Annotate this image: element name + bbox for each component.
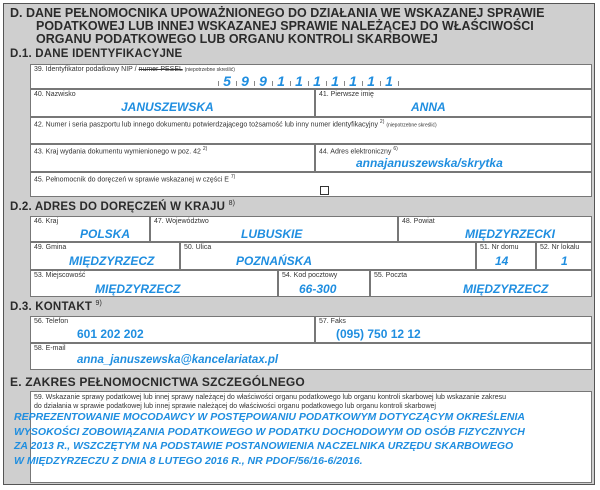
field-52-label: 52. Nr lokalu: [540, 244, 580, 251]
section-d1-title: D.1. DANE IDENTYFIKACYJNE: [10, 48, 183, 60]
nip-digit: 1: [295, 73, 303, 89]
field-41-value: ANNA: [411, 100, 446, 114]
field-59-label-line2: do działania w sprawie podatkowej lub innej sprawie należącej do właściwości organu podatkowego lub organu kontroli skarbowej: [34, 403, 436, 410]
nip-digit: 5: [223, 73, 231, 89]
field-54-postal-code[interactable]: [278, 270, 370, 297]
nip-digit: 1: [313, 73, 321, 89]
field-53-value: MIĘDZYRZECZ: [95, 282, 181, 296]
nip-digit: 1: [349, 73, 357, 89]
nip-separator: [326, 81, 327, 86]
field-55-value: MIĘDZYRZECZ: [463, 282, 549, 296]
field-57-fax[interactable]: [315, 316, 592, 343]
nip-digit: 1: [367, 73, 375, 89]
nip-separator: [272, 81, 273, 86]
field-58-email[interactable]: [30, 343, 592, 370]
field-57-label: 57. Faks: [319, 318, 346, 325]
section-d-header: [4, 7, 594, 46]
field-54-value: 66-300: [299, 282, 337, 296]
field-50-value: POZNAŃSKA: [236, 254, 313, 268]
field-53-label: 53. Miejscowość: [34, 272, 86, 279]
field-47-value: LUBUSKIE: [241, 227, 303, 241]
field-52-apartment-number[interactable]: [536, 242, 592, 270]
field-44-label: 44. Adres elektroniczny $^{6)}$: [319, 146, 398, 156]
field-59-value-line2: WYSOKOŚCI ZOBOWIĄZANIA PODATKOWEGO W PODATKU DOCHODOWYM OD OSÓB FIZYCZNYCH: [14, 425, 525, 438]
nip-separator: [308, 81, 309, 86]
field-44-value: annajanuszewska/skrytka: [356, 156, 503, 170]
field-59-value-line4: W MIĘDZYRZECZU Z DNIA 8 LUTEGO 2016 R., NR PDOF/56/16-6/2016.: [14, 454, 363, 467]
field-45-delivery-agent[interactable]: [30, 172, 592, 197]
field-56-phone[interactable]: [30, 316, 315, 343]
nip-digit: 1: [277, 73, 285, 89]
field-55-post-office[interactable]: [370, 270, 592, 297]
field-57-value: (095) 750 12 12: [336, 327, 421, 341]
nip-separator: [290, 81, 291, 86]
field-42-label: 42. Numer i seria paszportu lub innego dokumentu potwierdzającego tożsamość lub inny numer identyfikacyjny $^{2)}$ (niepotrzebne skreślić): [34, 119, 437, 129]
field-49-value: MIĘDZYRZECZ: [69, 254, 155, 268]
field-40-value: JANUSZEWSKA: [121, 100, 214, 114]
section-d-title-line1: D. DANE PEŁNOMOCNIKA UPOWAŻNIONEGO DO DZIAŁANIA WE WSKAZANEJ SPRAWIE: [10, 6, 545, 20]
field-46-value: POLSKA: [80, 227, 131, 241]
field-49-label: 49. Gmina: [34, 244, 67, 251]
nip-separator: [344, 81, 345, 86]
field-45-label: 45. Pełnomocnik do doręczeń w sprawie wskazanej w części E $^{7)}$: [34, 174, 236, 184]
field-51-value: 14: [495, 254, 509, 268]
field-59-label: [34, 393, 584, 411]
nip-separator: [362, 81, 363, 86]
field-50-street[interactable]: [180, 242, 476, 270]
section-d2-title: D.2. ADRES DO DORĘCZEŃ W KRAJU $^{8)}$: [10, 200, 236, 213]
section-d-title-line3: ORGANU PODATKOWEGO LUB ORGANU KONTROLI SKARBOWEJ: [36, 32, 438, 46]
field-44-electronic-address[interactable]: [315, 144, 592, 172]
field-39-nip[interactable]: [30, 64, 592, 89]
nip-separator: [236, 81, 237, 86]
field-51-label: 51. Nr domu: [480, 244, 519, 251]
nip-separator: [398, 81, 399, 86]
field-40-label: 40. Nazwisko: [34, 91, 76, 98]
field-56-value: 601 202 202: [77, 327, 144, 341]
field-54-label: 54. Kod pocztowy: [282, 272, 338, 279]
nip-separator: [380, 81, 381, 86]
field-59-label-line1: 59. Wskazanie sprawy podatkowej lub innej sprawy należącej do właściwości organu podatkowego lub organu kontroli skarbowej lub wskazanie zakresu: [34, 394, 506, 401]
field-43-label: 43. Kraj wydania dokumentu wymienionego w poz. 42 $^{2)}$: [34, 146, 208, 156]
field-59-value-line3: ZA 2013 R., WSZCZĘTYM NA PODSTAWIE POSTANOWIENIA NACZELNIKA URZĘDU SKARBOWEGO: [14, 440, 514, 452]
field-59-value-line1: REPREZENTOWANIE MOCODAWCY W POSTĘPOWANIU PODATKOWYM DOTYCZĄCYM OKREŚLENIA: [14, 411, 526, 423]
nip-digit: 1: [385, 73, 393, 89]
field-40-surname[interactable]: [30, 89, 315, 117]
authorization-form: [3, 3, 595, 485]
nip-separator: [254, 81, 255, 86]
field-46-label: 46. Kraj: [34, 218, 59, 225]
field-53-locality[interactable]: [30, 270, 278, 297]
nip-digit: 9: [259, 73, 267, 89]
section-d3-title: D.3. KONTAKT $^{9)}$: [10, 300, 103, 313]
field-58-value: anna_januszewska@kancelariatax.pl: [77, 354, 279, 366]
field-45-checkbox[interactable]: [320, 186, 329, 195]
field-55-label: 55. Poczta: [374, 272, 408, 279]
nip-digit: 9: [241, 73, 249, 89]
field-48-district[interactable]: [398, 216, 592, 242]
field-52-value: 1: [561, 254, 568, 268]
field-43-document-country[interactable]: [30, 144, 315, 172]
field-48-label: 48. Powiat: [402, 218, 435, 225]
field-41-label: 41. Pierwsze imię: [319, 91, 374, 98]
field-46-country[interactable]: [30, 216, 150, 242]
field-41-first-name[interactable]: [315, 89, 592, 117]
field-59-value: [14, 410, 584, 468]
field-49-commune[interactable]: [30, 242, 180, 270]
nip-digit: 1: [331, 73, 339, 89]
field-56-label: 56. Telefon: [34, 318, 69, 325]
nip-separator: [218, 81, 219, 86]
field-50-label: 50. Ulica: [184, 244, 212, 251]
field-39-label: 39. Identyfikator podatkowy NIP / numer PESEL (niepotrzebne skreślić): [34, 66, 235, 73]
field-51-house-number[interactable]: [476, 242, 536, 270]
section-e-title: E. ZAKRES PEŁNOMOCNICTWA SZCZEGÓLNEGO: [10, 375, 305, 389]
section-d-title-line2: PODATKOWEJ LUB INNEJ WSKAZANEJ SPRAWIE NALEŻĄCEJ DO WŁAŚCIWOŚCI: [36, 19, 534, 33]
field-47-label: 47. Województwo: [154, 218, 209, 225]
field-47-voivodeship[interactable]: [150, 216, 398, 242]
field-48-value: MIĘDZYRZECKI: [465, 227, 555, 241]
field-42-document-number[interactable]: [30, 117, 592, 144]
field-58-label: 58. E-mail: [34, 345, 66, 352]
